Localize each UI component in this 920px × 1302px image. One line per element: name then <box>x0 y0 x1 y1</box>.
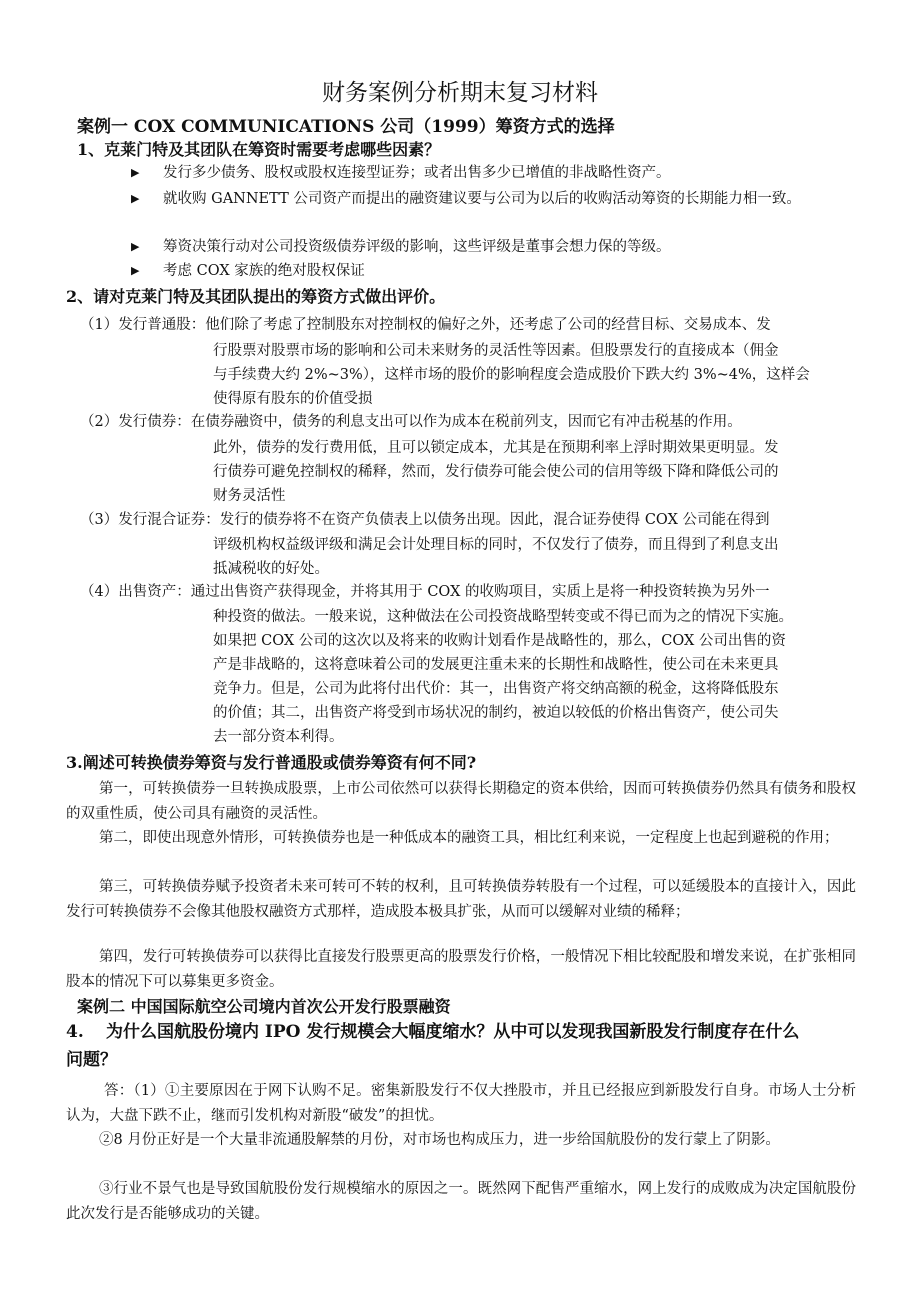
q3-paragraph: 第四，发行可转换债券可以获得比直接发行股票更高的股票发行价格，一般情况下相比较配股和增发来说，在扩张相同股本的情况下可以募集更多资金。 <box>66 949 856 990</box>
item-label: （3）发行混合证券： <box>80 512 220 528</box>
list-item: 发行多少债务、股权或股权连接型证券；或者出售多少已增值的非战略性资产。 <box>163 165 671 181</box>
list-item: 就收购 GANNETT 公司资产而提出的融资建议要与公司为以后的收购活动筹资的长期能力相一致。 <box>163 191 801 207</box>
q3-paragraph: 第三，可转换债券赋予投资者未来可转可不转的权利，且可转换债券转股有一个过程，可以延缓股本的直接计入，因此发行可转换债券不会像其他股权融资方式那样，造成股本极具扩张，从而可以缓解对业绩的稀释； <box>66 879 856 920</box>
q4-heading: 为什么国航股份境内 IPO 发行规模会大幅度缩水？从中可以发现我国新股发行制度存在什么 <box>106 1022 800 1042</box>
item-text: 评级机构权益级评级和满足会计处理目标的同时，不仅发行了债券，而且得到了利息支出 <box>213 537 779 553</box>
item-text: 种投资的做法。一般来说，这种做法在公司投资战略型转变或不得已而为之的情况下实施。 <box>213 609 793 625</box>
item-text: 行债券可避免控制权的稀释，然而，发行债券可能会使公司的信用等级下降和降低公司的 <box>213 464 779 480</box>
item-text: 竞争力。但是，公司为此将付出代价：其一，出售资产将交纳高额的税金，这将降低股东 <box>213 681 779 697</box>
case2-heading: 案例二 中国国际航空公司境内首次公开发行股票融资 <box>77 997 451 1016</box>
item-text: 在债券融资中，债务的利息支出可以作为成本在税前列支，因而它有冲击税基的作用。 <box>190 414 742 430</box>
item-text: 抵减税收的好处。 <box>213 561 329 577</box>
answer-paragraph: ③行业不景气也是导致国航股份发行规模缩水的原因之一。既然网下配售严重缩水，网上发行的成败成为决定国航股份此次发行是否能够成功的关键。 <box>66 1181 856 1222</box>
item-text: 行股票对股票市场的影响和公司未来财务的灵活性等因素。但股票发行的直接成本（佣金 <box>213 343 779 359</box>
q2-item-bonds <box>80 410 742 435</box>
bullet-arrow-icon: ▶ <box>131 240 140 253</box>
case1-heading: 案例一 COX COMMUNICATIONS 公司（1999）筹资方式的选择 <box>77 117 615 137</box>
answer-paragraph: 答：（1）①主要原因在于网下认购不足。密集新股发行不仅大挫股市，并且已经报应到新股发行自身。市场人士分析认为，大盘下跌不止，继而引发机构对新股“破发”的担忧。 <box>66 1083 856 1124</box>
bullet-arrow-icon: ▶ <box>131 192 140 205</box>
q1-heading: 1、克莱门特及其团队在筹资时需要考虑哪些因素？ <box>77 140 441 159</box>
item-label: （1）发行普通股： <box>80 317 206 333</box>
item-text: 去一部分资本利得。 <box>213 729 344 745</box>
answer-paragraph: ②8 月份正好是一个大量非流通股解禁的月份，对市场也构成压力，进一步给国航股份的发行蒙上了阴影。 <box>99 1132 780 1148</box>
q4-heading-continued: 问题？ <box>66 1050 117 1070</box>
item-text: 发行的债券将不在资产负债表上以债务出现。因此，混合证券使得 COX 公司能在得到 <box>219 512 770 528</box>
q4-number: 4. <box>66 1022 84 1042</box>
q2-item-sell-assets <box>80 580 770 605</box>
item-label: （4）出售资产： <box>80 584 191 600</box>
item-text: 与手续费大约 2%~3%），这样市场的股价的影响程度会造成股价下跌大约 3%~4%，这样会 <box>213 367 810 383</box>
item-text: 财务灵活性 <box>213 488 286 504</box>
item-text: 使得原有股东的价值受损 <box>213 391 373 407</box>
q2-item-common-stock <box>80 313 771 338</box>
item-text: 产是非战略的，这将意味着公司的发展更注重未来的长期性和战略性，使公司在未来更具 <box>213 657 779 673</box>
q2-heading: 2、请对克莱门特及其团队提出的筹资方式做出评价。 <box>66 287 446 306</box>
bullet-arrow-icon: ▶ <box>131 166 140 179</box>
q3-paragraph: 第二，即使出现意外情形，可转换债券也是一种低成本的融资工具，相比红利来说，一定程度上也起到避税的作用； <box>99 830 839 846</box>
q3-paragraph: 第一，可转换债券一旦转换成股票，上市公司依然可以获得长期稳定的资本供给，因而可转换债券仍然具有债务和股权的双重性质，使公司具有融资的灵活性。 <box>66 781 856 822</box>
q3-heading: 3.阐述可转换债券筹资与发行普通股或债券筹资有何不同? <box>66 753 477 772</box>
list-item: 考虑 COX 家族的绝对股权保证 <box>163 263 365 279</box>
item-text: 此外，债券的发行费用低，且可以锁定成本，尤其是在预期利率上浮时期效果更明显。发 <box>213 440 779 456</box>
item-text: 如果把 COX 公司的这次以及将来的收购计划看作是战略性的，那么，COX 公司出售的资 <box>213 633 786 649</box>
item-text: 通过出售资产获得现金，并将其用于 COX 的收购项目，实质上是将一种投资转换为另外一 <box>190 584 770 600</box>
bullet-arrow-icon: ▶ <box>131 264 140 277</box>
item-label: （2）发行债券： <box>80 414 191 430</box>
list-item: 筹资决策行动对公司投资级债券评级的影响，这些评级是董事会想力保的等级。 <box>163 239 671 255</box>
q2-item-hybrid <box>80 508 770 533</box>
item-text: 的价值；其二，出售资产将受到市场状况的制约，被迫以较低的价格出售资产，使公司失 <box>213 705 779 721</box>
document-title: 财务案例分析期末复习材料 <box>322 80 598 106</box>
item-text: 他们除了考虑了控制股东对控制权的偏好之外，还考虑了公司的经营目标、交易成本、发 <box>205 317 771 333</box>
